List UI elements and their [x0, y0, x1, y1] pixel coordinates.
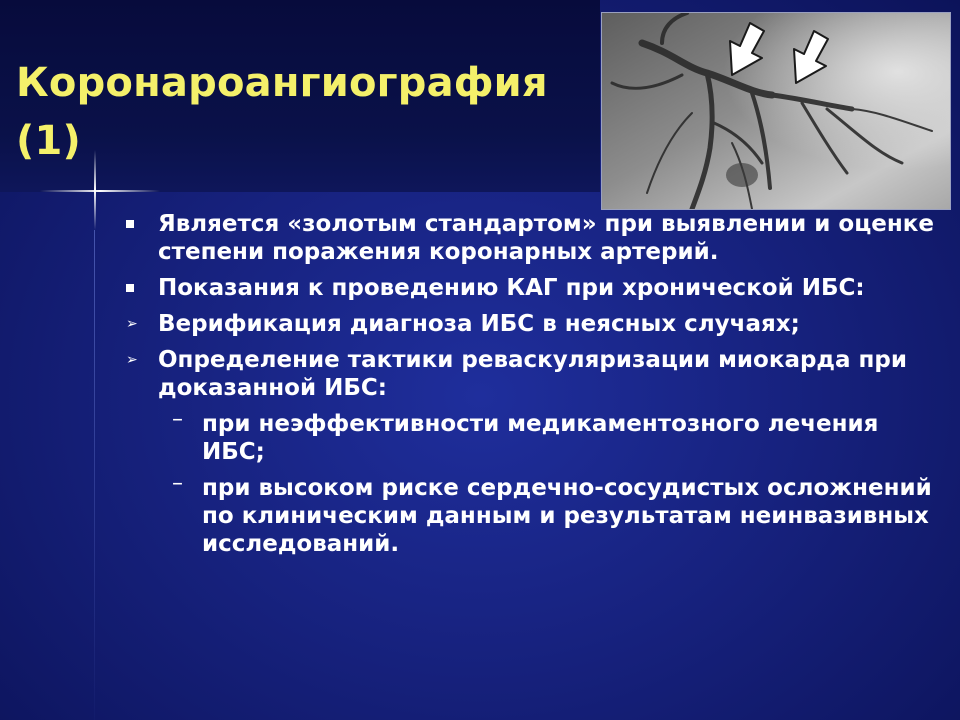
list-item	[124, 310, 944, 338]
list-item	[124, 407, 944, 466]
square-bullet-icon	[126, 220, 134, 228]
dash-bullet-icon: –	[172, 407, 183, 432]
bullet-text: при высоком риске сердечно-сосудистых осложнений по клиническим данным и результатам неинвазивных исследований.	[202, 475, 932, 557]
square-bullet-icon	[126, 284, 134, 292]
list-item	[124, 210, 944, 266]
list-item	[124, 346, 944, 402]
bullet-text: Верификация диагноза ИБС в неясных случаях;	[158, 311, 800, 337]
bullet-text: Является «золотым стандартом» при выявлении и оценке степени поражения коронарных артерий.	[158, 211, 934, 265]
angiogram-image	[601, 12, 951, 210]
sparkle-decoration-horizontal	[40, 190, 160, 192]
arrow-bullet-icon: ➢	[126, 316, 138, 332]
dash-bullet-icon: –	[172, 471, 183, 496]
bullet-text: при неэффективности медикаментозного лечения ИБС;	[202, 411, 879, 465]
bullet-text: Показания к проведению КАГ при хронической ИБС:	[158, 275, 865, 301]
decorative-guide-line	[94, 230, 95, 720]
slide-title: Коронароангиография (1)	[16, 60, 548, 164]
title-band	[0, 0, 600, 192]
list-item	[124, 274, 944, 302]
sparkle-decoration-vertical	[94, 150, 96, 230]
bullet-text: Определение тактики реваскуляризации миокарда при доказанной ИБС:	[158, 347, 908, 401]
list-item	[124, 471, 944, 558]
bullet-list	[124, 210, 944, 566]
arrow-bullet-icon: ➢	[126, 352, 138, 368]
